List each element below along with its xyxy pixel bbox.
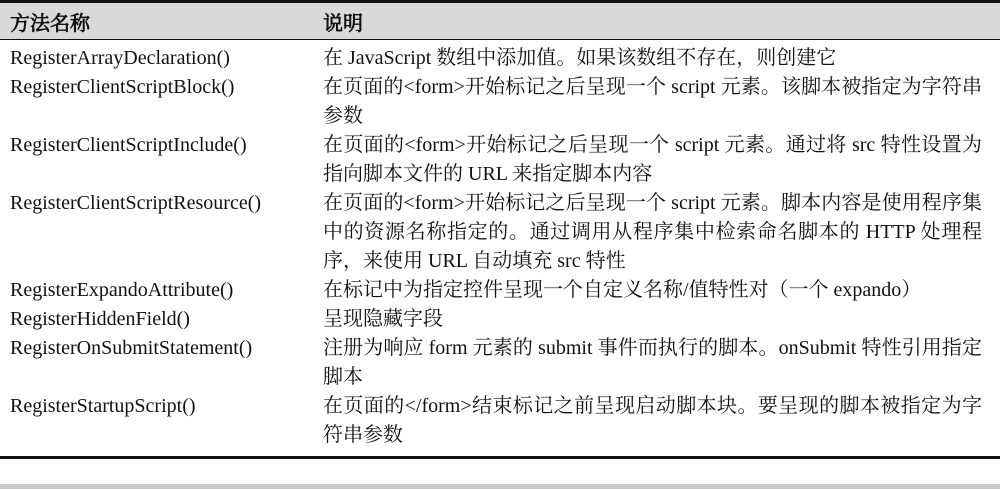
table-row [0,40,1000,74]
method-description: 在页面的<form>开始标记之后呈现一个 script 元素。脚本内容是使用程序集中的资源名称指定的。通过调用从程序集中检索命名脚本的 HTTP 处理程序，来使用 URL 自动填充 src 特性 [323,192,982,272]
table-row [0,305,1000,334]
method-name: RegisterClientScriptBlock() [10,76,235,98]
method-name: RegisterClientScriptResource() [10,192,262,214]
method-description: 在页面的<form>开始标记之后呈现一个 script 元素。该脚本被指定为字符串参数 [323,76,982,127]
column-header-method-name: 方法名称 [0,2,315,40]
header-row [0,2,1000,40]
table-row [0,131,1000,189]
method-name: RegisterClientScriptInclude() [10,134,247,156]
method-description: 在页面的<form>开始标记之后呈现一个 script 元素。通过将 src 特性设置为指向脚本文件的 URL 来指定脚本内容 [323,134,982,185]
method-name: RegisterArrayDeclaration() [10,47,230,69]
method-description: 在页面的</form>结束标记之前呈现启动脚本块。要呈现的脚本被指定为字符串参数 [315,392,1000,458]
table-header [0,2,1000,40]
table-row [0,276,1000,305]
method-description: 在标记中为指定控件呈现一个自定义名称/值特性对（一个 expando） [323,279,922,301]
column-header-description: 说明 [315,2,1000,40]
page-bottom-border [0,484,1000,489]
table-row [0,392,1000,458]
table-row [0,189,1000,276]
table-row [0,73,1000,131]
method-description: 在 JavaScript 数组中添加值。如果该数组不存在，则创建它 [323,47,837,69]
method-name: RegisterOnSubmitStatement() [10,337,253,359]
method-name: RegisterExpandoAttribute() [10,279,234,301]
method-name: RegisterHiddenField() [10,308,190,330]
method-name: RegisterStartupScript() [0,392,315,458]
table-body [0,40,1000,458]
method-description: 注册为响应 form 元素的 submit 事件而执行的脚本。onSubmit 特性引用指定脚本 [323,337,982,388]
table-row [0,334,1000,392]
method-description: 呈现隐藏字段 [323,308,443,330]
